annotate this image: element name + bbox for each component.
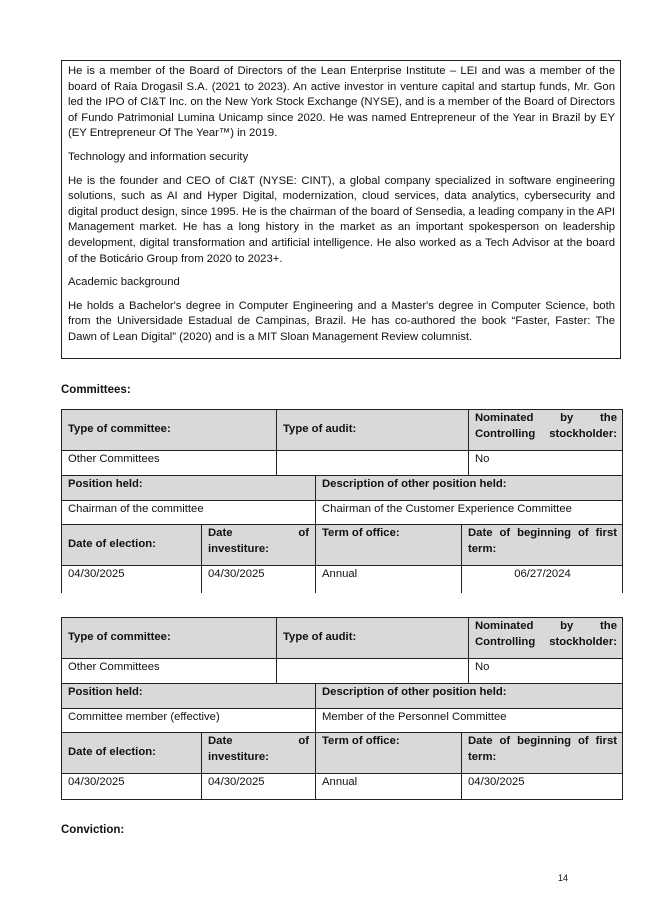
position-held-label: Position held: — [61, 683, 315, 708]
table-border — [622, 409, 623, 593]
type-of-audit-label: Type of audit: — [276, 409, 468, 450]
nominated-value: No — [468, 658, 623, 683]
nominated-label: Nominated by the Controlling stockholder: — [468, 409, 623, 450]
table-border — [61, 799, 623, 800]
position-held-value: Chairman of the committee — [61, 500, 315, 524]
term-office-value: Annual — [315, 565, 461, 593]
type-of-audit-label: Type of audit: — [276, 617, 468, 658]
type-of-committee-value: Other Committees — [61, 658, 276, 683]
date-election-label: Date of election: — [61, 732, 201, 773]
bio-paragraph: He is the founder and CEO of CI&T (NYSE: CINT), a global company specialized in software engineering solutions, such as AI and Hyper Digital, modernization, cloud services, data analytics, cybersecurity and digital product design, since 1995. He is the chairman of the board of Sensedia, a leading company in the API Management market. He has a long history in the market as an important spokesperson on leadership development, digital transformation and artificial intelligence. He also worked as a Tech Advisor at the board of the Boticário Group from 2020 to 2023+. — [68, 174, 615, 265]
committee-table — [61, 409, 623, 593]
committees-heading: Committees: — [61, 384, 131, 396]
position-held-value: Committee member (effective) — [61, 708, 315, 732]
date-investiture-value: 04/30/2025 — [201, 565, 315, 593]
term-office-value: Annual — [315, 773, 461, 800]
bio-subheading: Academic background — [68, 276, 180, 289]
bio-paragraph: He holds a Bachelor's degree in Computer Engineering and a Master's degree in Computer Science, both from the Universidade Estadual de Campinas, Brazil. He has co-authored the book “Faster, Faster: The Dawn of Lean Digital” (2020) and is a MIT Sloan Management Review columnist. — [68, 299, 615, 343]
committee-table — [61, 617, 623, 801]
date-investiture-value: 04/30/2025 — [201, 773, 315, 800]
type-of-audit-value — [276, 658, 468, 683]
date-election-label: Date of election: — [61, 524, 201, 565]
page-number: 14 — [558, 873, 569, 883]
date-investiture-label: Date of investiture: — [201, 732, 315, 773]
date-first-term-value: 06/27/2024 — [461, 565, 623, 593]
description-other-value: Member of the Personnel Committee — [315, 708, 623, 732]
date-first-term-label: Date of beginning of first term: — [461, 524, 623, 565]
date-election-value: 04/30/2025 — [61, 565, 201, 593]
type-of-committee-value: Other Committees — [61, 450, 276, 475]
position-held-label: Position held: — [61, 475, 315, 500]
date-election-value: 04/30/2025 — [61, 773, 201, 800]
term-office-label: Term of office: — [315, 732, 461, 773]
biography-box — [61, 60, 621, 359]
description-other-value: Chairman of the Customer Experience Committee — [315, 500, 623, 524]
nominated-value: No — [468, 450, 623, 475]
description-other-label: Description of other position held: — [315, 683, 623, 708]
type-of-committee-label: Type of committee: — [61, 617, 276, 658]
description-other-label: Description of other position held: — [315, 475, 623, 500]
type-of-audit-value — [276, 450, 468, 475]
type-of-committee-label: Type of committee: — [61, 409, 276, 450]
date-first-term-label: Date of beginning of first term: — [461, 732, 623, 773]
nominated-label: Nominated by the Controlling stockholder: — [468, 617, 623, 658]
conviction-heading: Conviction: — [61, 824, 125, 836]
term-office-label: Term of office: — [315, 524, 461, 565]
bio-subheading: Technology and information security — [68, 150, 249, 163]
table-border — [622, 617, 623, 800]
date-investiture-label: Date of investiture: — [201, 524, 315, 565]
date-first-term-value: 04/30/2025 — [461, 773, 623, 800]
bio-paragraph: He is a member of the Board of Directors of the Lean Enterprise Institute – LEI and was a member of the board of Raia Drogasil S.A. (2021 to 2023). An active investor in venture capital and startup funds, Mr. Gon led the IPO of CI&T Inc. on the New York Stock Exchange (NYSE), and is a member of the Board of Directors of Fundo Patrimonial Lumina Unicamp since 2020. He was named Entrepreneur of the Year in Brazil by EY (EY Entrepreneur Of The Year™) in 2019. — [68, 65, 615, 140]
